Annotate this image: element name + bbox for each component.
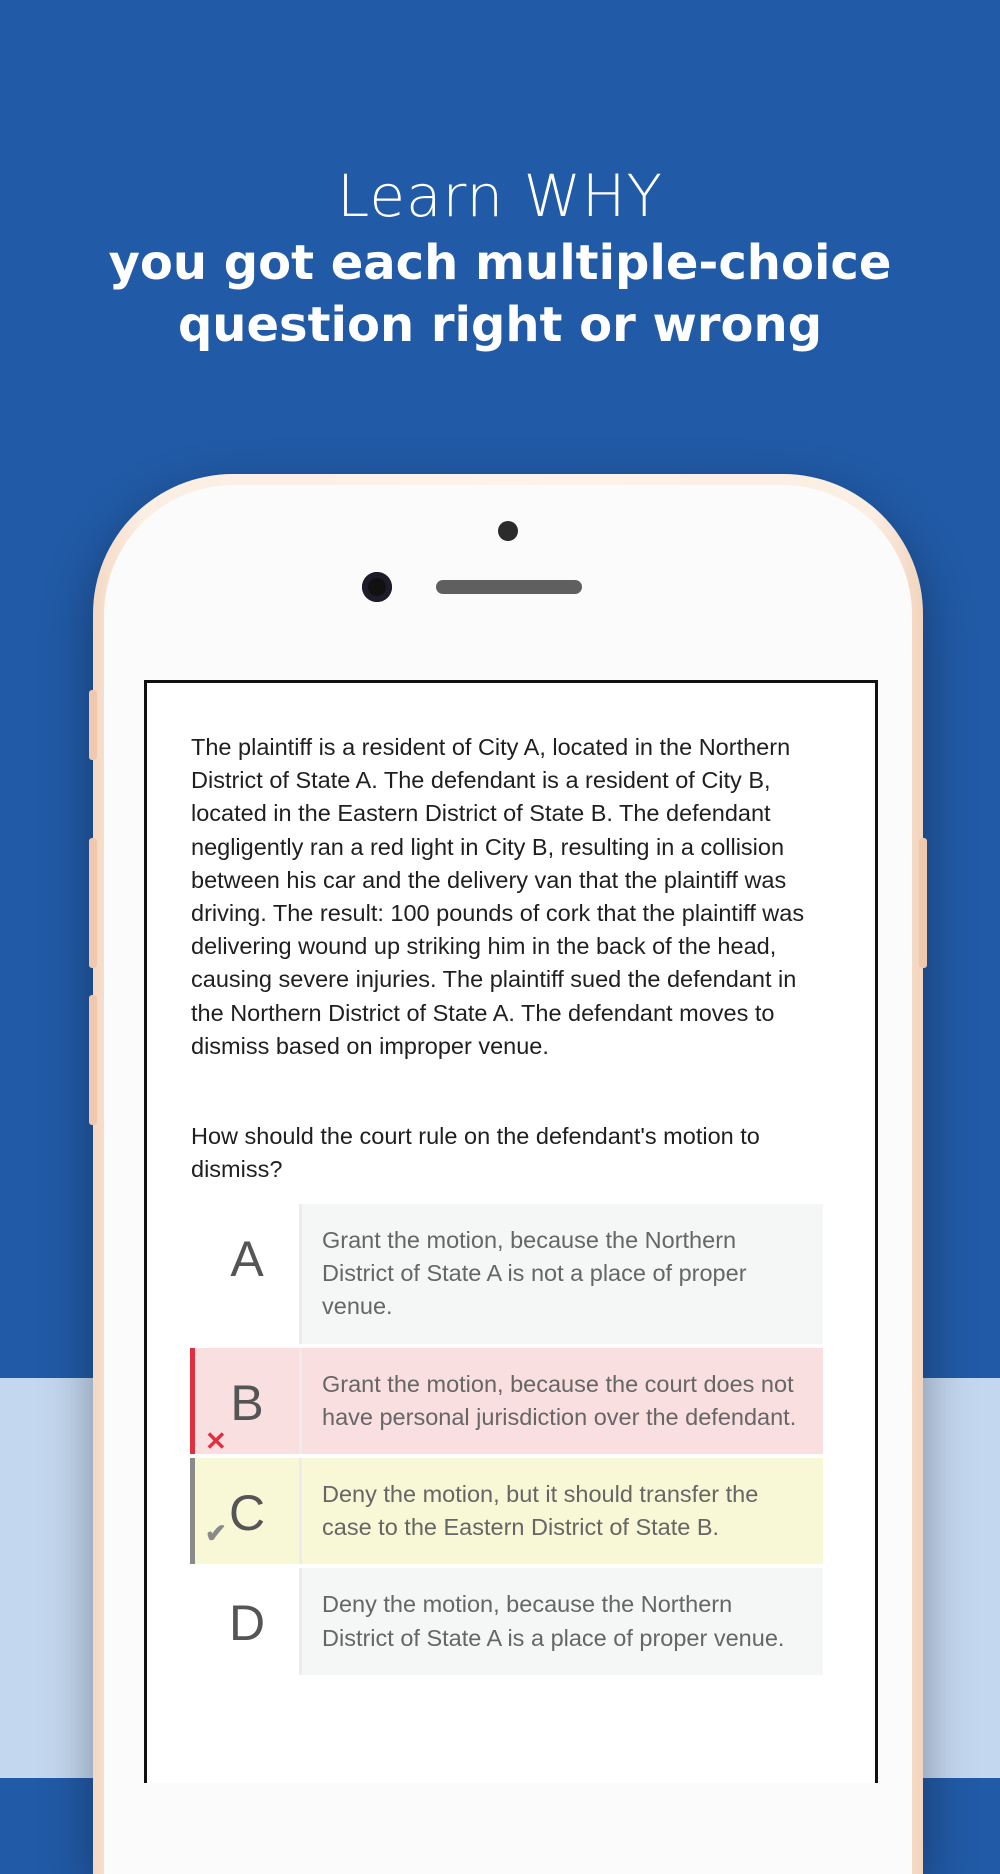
choice-text: Deny the motion, but it should transfer the case to the Eastern District of State B. (302, 1458, 823, 1564)
choice-letter: C (228, 1485, 266, 1542)
choice-a[interactable] (195, 1204, 823, 1344)
choice-letter: D (228, 1595, 266, 1652)
choice-letter-cell (190, 1348, 302, 1454)
choice-letter: B (230, 1374, 264, 1431)
headline-title: Learn WHY (337, 162, 663, 230)
headline-subtitle-line-2: question right or wrong (177, 297, 823, 353)
front-camera (362, 572, 392, 602)
phone-side-button-volume-down (89, 995, 97, 1125)
choice-text: Deny the motion, because the Northern District of State A is a place of proper venue. (302, 1568, 823, 1674)
wrong-x-icon: ✕ (205, 1425, 227, 1456)
correct-check-icon: ✔ (205, 1518, 227, 1549)
choice-text: Grant the motion, because the court does not have personal jurisdiction over the defendant. (302, 1348, 823, 1454)
choice-b[interactable] (195, 1348, 823, 1454)
choice-letter-cell (195, 1568, 302, 1674)
answer-choices (195, 1204, 823, 1679)
app-screen (144, 680, 878, 1783)
phone-side-button-power (919, 838, 927, 968)
choice-d[interactable] (195, 1568, 823, 1674)
phone-side-button-volume-up (89, 838, 97, 968)
phone-side-button-silent (89, 690, 97, 760)
proximity-sensor (498, 521, 518, 541)
choice-text: Grant the motion, because the Northern District of State A is not a place of proper venue. (302, 1204, 823, 1344)
choice-letter-cell (195, 1204, 302, 1344)
choice-letter: A (230, 1231, 264, 1287)
headline-subtitle-line-1: you got each multiple-choice (108, 235, 892, 291)
headline (0, 160, 1000, 356)
question-passage: The plaintiff is a resident of City A, located in the Northern District of State A. The defendant is a resident of City B, located in the Eastern District of State B. The defendant negligently ran a red light in City B, resulting in a collision between his car and the delivery van that the plaintiff was driving. The result: 100 pounds of cork that the plaintiff was delivering wound up striking him in the back of the head, causing severe injuries. The plaintiff sued the defendant in the Northern District of State A. The defendant moves to dismiss based on improper venue. (191, 734, 805, 1059)
choice-c[interactable] (195, 1458, 823, 1564)
choice-letter-cell (190, 1458, 302, 1564)
earpiece-speaker (436, 580, 582, 594)
question-prompt: How should the court rule on the defendant's motion to dismiss? (191, 1123, 760, 1183)
